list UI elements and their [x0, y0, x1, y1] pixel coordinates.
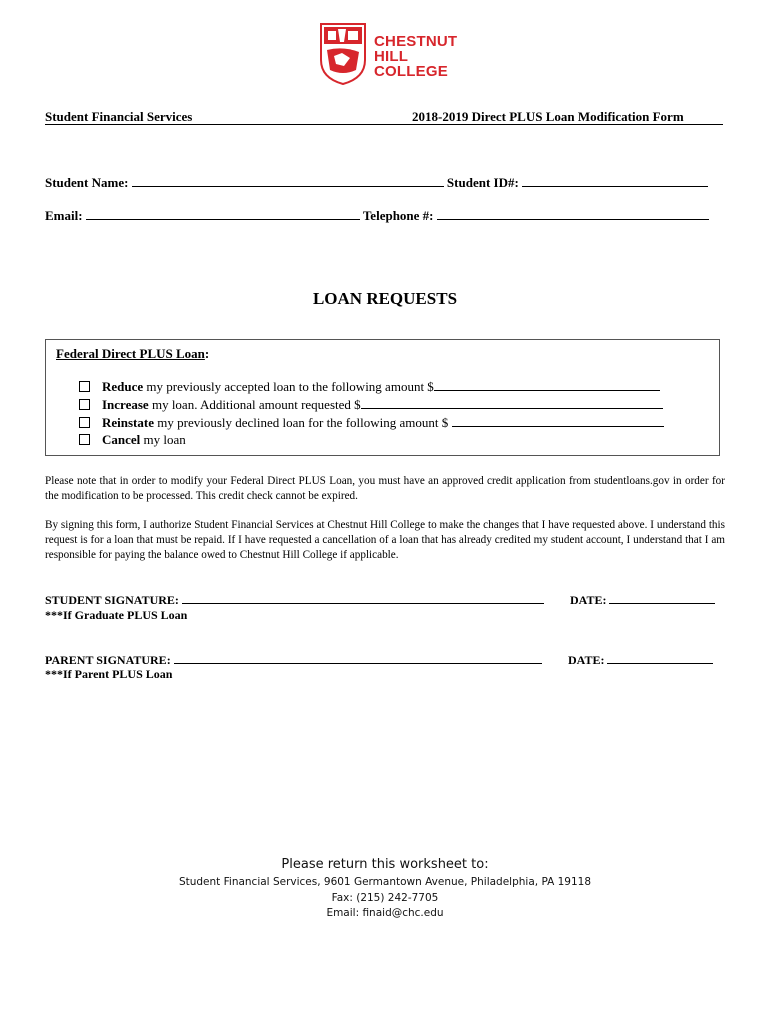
fax-number: Fax: (215) 242-7705 [331, 892, 439, 904]
student-signature-note: ***If Graduate PLUS Loan [45, 608, 188, 622]
student-name-label: Student Name: [45, 175, 129, 190]
option-text: my loan [140, 432, 186, 447]
option-keyword: Cancel [102, 432, 141, 447]
parent-signature-note: ***If Parent PLUS Loan [45, 667, 173, 681]
option-keyword: Reinstate [102, 415, 154, 430]
office-name: Student Financial Services [45, 109, 193, 124]
section-title: LOAN REQUESTS [312, 289, 458, 308]
header-rule [45, 124, 723, 125]
student-signature-label: STUDENT SIGNATURE: [45, 593, 179, 607]
date-label: DATE: [570, 593, 607, 607]
student-date-field[interactable] [609, 592, 715, 604]
return-address: Student Financial Services, 9601 Germantown Avenue, Philadelphia, PA 19118 [178, 876, 592, 888]
student-name-field[interactable] [132, 175, 444, 187]
contact-info-row [45, 208, 709, 224]
parent-signature-field[interactable] [174, 652, 542, 664]
student-date-line [570, 592, 715, 608]
increase-amount-field[interactable] [361, 397, 663, 409]
option-reduce [79, 379, 660, 395]
parent-signature-line [45, 652, 542, 668]
option-keyword: Increase [102, 397, 149, 412]
loan-box-title [56, 346, 209, 362]
reinstate-checkbox[interactable] [79, 417, 90, 428]
shield-crest-icon [318, 20, 368, 86]
option-text: my previously declined loan for the following amount $ [154, 415, 452, 430]
student-id-field[interactable] [522, 175, 708, 187]
credit-check-note: Please note that in order to modify your Federal Direct PLUS Loan, you must have an approved credit application from studentloans.gov in order for the modification to be processed. This credit check cannot be expired. [45, 475, 725, 502]
loan-box-title-text: Federal Direct PLUS Loan [56, 346, 205, 361]
email-field[interactable] [86, 208, 360, 220]
logo-line-2: HILL [374, 48, 409, 65]
reduce-amount-field[interactable] [434, 379, 660, 391]
email-label: Email: [45, 208, 83, 223]
student-info-row [45, 175, 708, 191]
date-label: DATE: [568, 653, 605, 667]
parent-date-field[interactable] [607, 652, 713, 664]
student-signature-field[interactable] [182, 592, 544, 604]
option-cancel [79, 432, 186, 448]
telephone-field[interactable] [437, 208, 709, 220]
increase-checkbox[interactable] [79, 399, 90, 410]
parent-signature-label: PARENT SIGNATURE: [45, 653, 171, 667]
logo-line-3: COLLEGE [374, 63, 448, 80]
option-increase [79, 397, 663, 413]
authorization-statement: By signing this form, I authorize Student Financial Services at Chestnut Hill College to make the changes that I have requested above. I understand this request is for a loan that must be repaid. If I have requested a cancellation of a loan that has already credited my student account, I understand that I am responsible for paying the balance owed to Chestnut Hill College if applicable. [45, 519, 725, 561]
option-text: my loan. Additional amount requested $ [148, 397, 361, 412]
college-logo [318, 20, 458, 86]
option-keyword: Reduce [102, 379, 144, 394]
return-instructions: Please return this worksheet to: [281, 857, 489, 872]
loan-box-title-colon: : [204, 346, 210, 361]
logo-line-1: CHESTNUT [374, 33, 458, 50]
option-text: my previously accepted loan to the following amount $ [143, 379, 434, 394]
student-signature-line [45, 592, 544, 608]
cancel-checkbox[interactable] [79, 434, 90, 445]
email-contact: Email: finaid@chc.edu [326, 907, 444, 919]
form-title: 2018-2019 Direct PLUS Loan Modification Form [412, 109, 684, 124]
reduce-checkbox[interactable] [79, 381, 90, 392]
parent-date-line [568, 652, 713, 668]
loan-request-box [45, 339, 720, 456]
telephone-label: Telephone #: [362, 208, 434, 223]
reinstate-amount-field[interactable] [452, 415, 664, 427]
logo-wordmark [374, 34, 457, 79]
student-id-label: Student ID#: [446, 175, 519, 190]
option-reinstate [79, 415, 664, 431]
